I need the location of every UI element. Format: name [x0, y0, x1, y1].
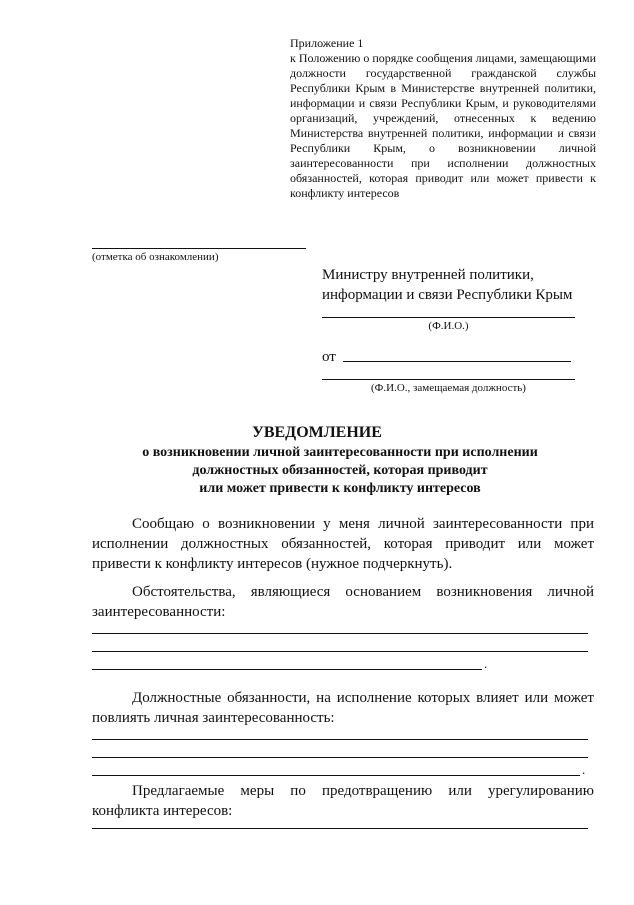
- appendix-text: к Положению о порядке сообщения лицами, замещающими должности государственной гражданской службы Республики Крым в Министерстве внутренней политики, информации и связи Республики Крым, и руководителями организаций, учреждений, отнесенных к ведению Министерства внутренней политики, информации и связи Республики Крым, о возникновении личной заинтересованности при исполнении должностных обязанностей, которая приводит или может привести к конфликту интересов: [290, 51, 596, 200]
- duties-line-1[interactable]: [92, 739, 588, 740]
- measures-line-1[interactable]: [92, 828, 588, 829]
- acknowledgement-line[interactable]: [92, 248, 306, 249]
- duties-line-3[interactable]: [92, 775, 580, 776]
- paragraph-duties: Должностные обязанности, на исполнение которых влияет или может повлиять личная заинтересованность:: [92, 690, 594, 726]
- duties-end-mark: .: [582, 762, 586, 777]
- addressee-fio-line[interactable]: [322, 317, 575, 318]
- from-position-line[interactable]: [322, 379, 575, 380]
- acknowledgement-note: (отметка об ознакомлении): [92, 251, 219, 263]
- addressee-line2: информации и связи Республики Крым: [322, 287, 573, 303]
- from-fio-position-label: (Ф.И.О., замещаемая должность): [371, 382, 526, 394]
- from-fio-line[interactable]: [343, 361, 571, 362]
- paragraph-notification: Сообщаю о возникновении у меня личной заинтересованности при исполнении должностных обязанностей, которая приводит или может привести к конфликту интересов (нужное подчеркнуть).: [92, 516, 594, 572]
- document-subtitle-line2: должностных обязанностей, которая приводит: [192, 463, 488, 478]
- duties-line-2[interactable]: [92, 757, 588, 758]
- document-subtitle-line1: о возникновении личной заинтересованности при исполнении: [142, 445, 538, 460]
- paragraph-circumstances: Обстоятельства, являющиеся основанием возникновения личной заинтересованности:: [92, 584, 594, 620]
- document-title: УВЕДОМЛЕНИЕ: [252, 424, 382, 441]
- appendix-title: Приложение 1: [290, 36, 364, 50]
- circumstances-end-mark: .: [484, 656, 488, 671]
- paragraph-measures: Предлагаемые меры по предотвращению или урегулированию конфликта интересов:: [92, 783, 594, 819]
- addressee-fio-label: (Ф.И.О.): [428, 320, 469, 332]
- circumstances-line-1[interactable]: [92, 633, 588, 634]
- document-subtitle-line3: или может привести к конфликту интересов: [199, 481, 481, 496]
- circumstances-line-2[interactable]: [92, 651, 588, 652]
- appendix-block: [290, 36, 596, 201]
- addressee-line1: Министру внутренней политики,: [322, 267, 534, 283]
- from-label: от: [322, 349, 336, 365]
- circumstances-line-3[interactable]: [92, 669, 482, 670]
